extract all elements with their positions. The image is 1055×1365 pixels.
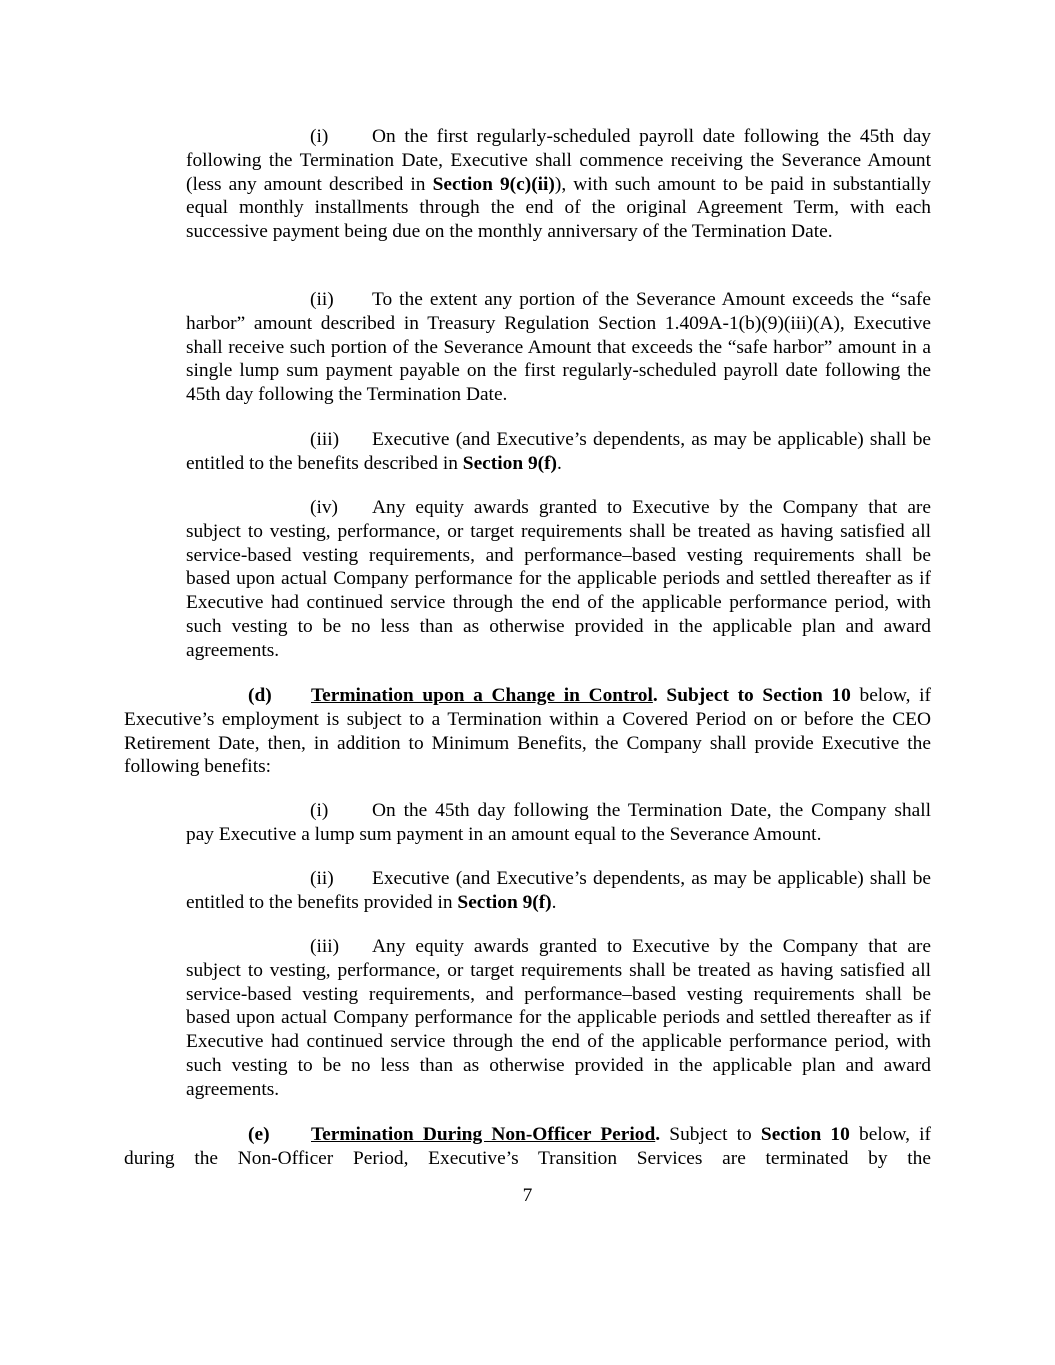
paragraph-e: (e) Termination During Non-Officer Period. Subject to Section 10 below, if during the Non-Officer Period, Executive’s Transition Services are terminated by the xyxy=(124,1124,932,1169)
section-reference: Section 10 xyxy=(760,1124,850,1145)
section-reference: Section 9(f) xyxy=(457,891,552,913)
section-label: (d) xyxy=(248,685,272,706)
paragraph-label: (iii) xyxy=(310,429,340,450)
section-label: (e) xyxy=(248,1124,270,1145)
paragraph-label: (i) xyxy=(310,126,329,147)
paragraph-d-i: (i) On the 45th day following the Termination Date, the Company shall pay Executive a lump sum payment in an amount equal to the Severance Amount. xyxy=(186,800,931,845)
page-number: 7 xyxy=(522,1185,533,1206)
section-reference: Section 9(f) xyxy=(462,452,558,474)
paragraph-d-iii: (iii) Any equity awards granted to Executive by the Company that are subject to vesting, performance, or target requirements shall be treated as having satisfied all service-based vesting requirements, and performance–based vesting requirements shall be based upon actual Company performance for the applicable periods and settled thereafter as if Executive had continued service through the end of the applicable performance period, with such vesting to be no less than as otherwise provided in the applicable plan and award agreements. xyxy=(186,936,931,1100)
paragraph-label: (i) xyxy=(310,800,329,821)
paragraph-label: (ii) xyxy=(310,289,334,310)
paragraph-c-i: (i) On the first regularly-scheduled payroll date following the 45th day following the Termination Date, Executive shall commence receiving the Severance Amount (less any amount described in Section 9(c)(ii)), with such amount to be paid in substantially equal monthly installments through the end of the original Agreement Term, with each successive payment being due on the monthly anniversary of the Termination Date. xyxy=(186,126,932,243)
paragraph-d: (d) Termination upon a Change in Control. Subject to Section 10 below, if Executive’s employment is subject to a Termination within a Covered Period on or before the CEO Retirement Date, then, in addition to Minimum Benefits, the Company shall provide Executive the following benefits: xyxy=(124,685,932,778)
paragraph-c-iv: (iv) Any equity awards granted to Executive by the Company that are subject to vesting, performance, or target requirements shall be treated as having satisfied all service-based vesting requirements, and performance–based vesting requirements shall be based upon actual Company performance for the applicable periods and settled thereafter as if Executive had continued service through the end of the applicable performance period, with such vesting to be no less than as otherwise provided in the applicable plan and award agreements. xyxy=(186,497,931,661)
paragraph-label: (iv) xyxy=(310,497,338,518)
section-heading: Termination upon a Change in Control xyxy=(311,685,653,706)
paragraph-label: (iii) xyxy=(310,936,340,957)
paragraph-d-ii: (ii) Executive (and Executive’s dependents, as may be applicable) shall be entitled to the benefits provided in Section 9(f). xyxy=(186,868,931,913)
paragraph-c-ii: (ii) To the extent any portion of the Severance Amount exceeds the “safe harbor” amount described in Treasury Regulation Section 1.409A-1(b)(9)(iii)(A), Executive shall receive such portion of the Severance Amount that exceeds the “safe harbor” amount in a single lump sum payment payable on the first regularly-scheduled payroll date following the 45th day following the Termination Date. xyxy=(186,289,931,406)
paragraph-label: (ii) xyxy=(310,868,334,889)
section-heading: Termination During Non-Officer Period xyxy=(311,1124,656,1145)
paragraph-c-iii: (iii) Executive (and Executive’s dependents, as may be applicable) shall be entitled to the benefits described in Section 9(f). xyxy=(186,429,931,474)
section-reference: Section 9(c)(ii) xyxy=(432,173,555,195)
section-reference: Section 10 xyxy=(762,685,851,706)
